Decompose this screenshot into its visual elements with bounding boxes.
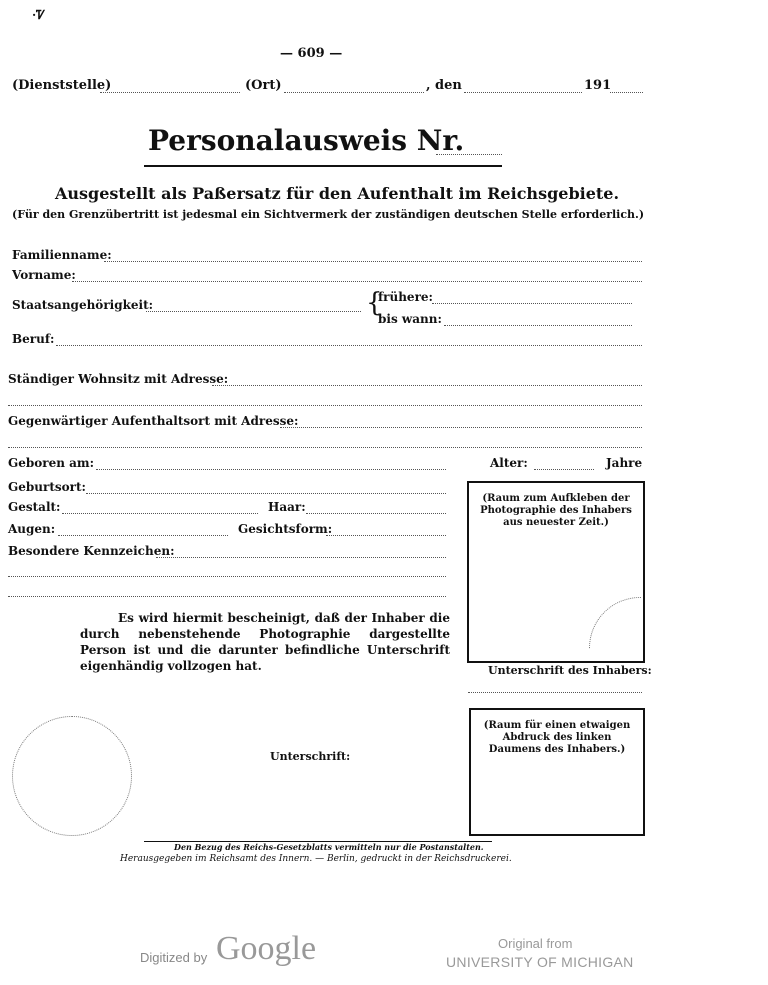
kennzeichen-line-3	[8, 596, 446, 597]
geboren-line	[96, 469, 446, 470]
haar-line	[306, 513, 446, 514]
geboren-label: Geboren am:	[8, 456, 95, 470]
subtitle: Ausgestellt als Paßersatz für den Aufenthalt im Reichsgebiete.	[55, 184, 620, 203]
certification-text: Es wird hiermit bescheinigt, daß der Inhaber die durch nebenstehende Photographie dargestellte Person ist und die darunter befindliche Unterschrift eigenhändig vollzogen hat.	[80, 611, 450, 673]
gesichtsform-label: Gesichtsform:	[238, 522, 333, 536]
bis-wann-line	[444, 325, 632, 326]
aufenthaltsort-label: Gegenwärtiger Aufenthaltsort mit Adresse:	[8, 414, 299, 428]
gestalt-line	[62, 513, 258, 514]
photo-stamp-mark	[589, 597, 691, 699]
unterschrift-label: Unterschrift:	[270, 750, 351, 763]
unterschrift-inhaber-line	[468, 692, 642, 693]
footer-line-1: Den Bezug des Reichs-Gesetzblatts vermitteln nur die Postanstalten.	[174, 842, 484, 852]
ort-label: (Ort)	[245, 78, 282, 93]
familienname-label: Familienname:	[12, 248, 112, 262]
unterschrift-inhaber-label: Unterschrift des Inhabers:	[488, 664, 652, 677]
aufenthaltsort-line-2	[8, 447, 642, 448]
augen-label: Augen:	[8, 522, 56, 536]
aufenthaltsort-line	[280, 427, 642, 428]
thumbprint-box-text: (Raum für einen etwaigen Abdruck des linken Daumens des Inhabers.)	[483, 720, 631, 755]
photo-box-text: (Raum zum Aufkleben der Photographie des Inhabers aus neuester Zeit.)	[480, 493, 632, 528]
footer-line-2: Herausgegeben im Reichsamt des Innern. — Berlin, gedruckt in der Reichsdruckerei.	[120, 854, 512, 864]
alter-label: Alter:	[490, 456, 528, 470]
year-line	[610, 92, 643, 93]
date-line	[464, 92, 582, 93]
title-underline	[144, 165, 502, 167]
kennzeichen-line	[156, 557, 446, 558]
geburtsort-label: Geburtsort:	[8, 480, 86, 494]
alter-line	[534, 469, 594, 470]
geburtsort-line	[86, 493, 446, 494]
dienststelle-line	[100, 92, 240, 93]
page-title: Personalausweis Nr.	[148, 124, 465, 157]
photo-box	[467, 481, 645, 663]
google-logo: Google	[216, 930, 317, 967]
university-text: UNIVERSITY OF MICHIGAN	[446, 954, 634, 970]
ort-line	[284, 92, 424, 93]
border-note: (Für den Grenzübertritt ist jedesmal ein Sichtvermerk der zuständigen deutschen Stelle erforderlich.)	[12, 208, 645, 221]
vorname-label: Vorname:	[12, 268, 76, 282]
wohnsitz-label: Ständiger Wohnsitz mit Adresse:	[8, 372, 229, 386]
corner-mark: ·Ꮴ	[32, 8, 46, 22]
year-label: 191	[584, 78, 612, 93]
bracket: {	[366, 288, 383, 318]
vorname-line	[72, 281, 642, 282]
jahre-label: Jahre	[606, 456, 643, 470]
fruehere-label: frühere:	[378, 290, 433, 304]
augen-line	[58, 535, 228, 536]
digitized-by-text: Digitized by	[140, 950, 208, 965]
gestalt-label: Gestalt:	[8, 500, 61, 514]
beruf-label: Beruf:	[12, 332, 55, 346]
familienname-line	[104, 261, 642, 262]
staatsangehoerigkeit-line	[146, 311, 361, 312]
original-from-text: Original from	[498, 936, 573, 951]
kennzeichen-label: Besondere Kennzeichen:	[8, 544, 175, 558]
seal-circle	[12, 716, 132, 836]
haar-label: Haar:	[268, 500, 306, 514]
wohnsitz-line-2	[8, 405, 642, 406]
fruehere-line	[432, 303, 632, 304]
staatsangehoerigkeit-label: Staatsangehörigkeit:	[12, 298, 154, 312]
dienststelle-label: (Dienststelle)	[12, 78, 112, 93]
title-number-line	[436, 154, 502, 155]
beruf-line	[56, 345, 642, 346]
gesichtsform-line	[326, 535, 446, 536]
page-number: — 609 —	[280, 46, 343, 61]
den-label: , den	[426, 78, 462, 93]
bis-wann-label: bis wann:	[378, 312, 442, 326]
wohnsitz-line	[212, 385, 642, 386]
thumbprint-box	[469, 708, 645, 836]
kennzeichen-line-2	[8, 576, 446, 577]
